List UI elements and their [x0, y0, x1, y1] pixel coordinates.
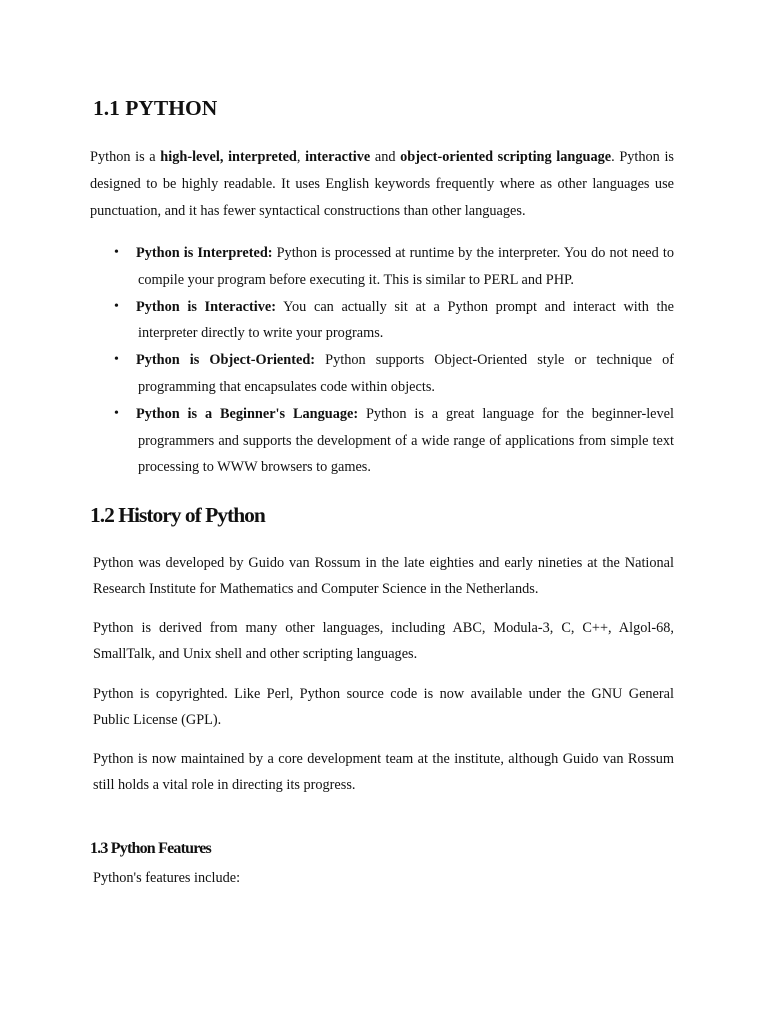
intro-text-3: and — [370, 149, 401, 165]
intro-text-1: Python is a — [90, 149, 161, 165]
intro-text-4: . Python is designed to be highly readable. It uses English keywords frequently where as other languages use punctuation, and it has fewer syntactical constructions than other languages. — [90, 149, 674, 219]
list-item-text: Python is a great language for the beginner-level programmers and supports the development of a wide range of applications from simple text processing to WWW browsers to games. — [138, 405, 674, 476]
section-heading-features: 1.3 Python Features — [90, 840, 211, 857]
intro-bold-3: object-oriented scripting language — [400, 149, 612, 165]
list-item-label: Python is a Beginner's Language: — [136, 405, 359, 422]
list-item-text: Python supports Object-Oriented style or technique of programming that encapsulates code within objects. — [138, 352, 674, 395]
python-intro-paragraph — [90, 144, 674, 225]
intro-bold-2: interactive — [305, 149, 371, 165]
python-characteristics-list — [112, 240, 674, 481]
history-paragraph-4: Python is now maintained by a core development team at the institute, although Guido van Rossum still holds a vital role in directing its progress. — [93, 751, 674, 793]
features-intro-text: Python's features include: — [93, 870, 241, 886]
history-paragraph-3: Python is copyrighted. Like Perl, Python source code is now available under the GNU General Public License (GPL). — [93, 686, 674, 728]
bullet-icon: • — [114, 405, 119, 421]
bullet-icon: • — [114, 298, 119, 314]
list-item — [112, 294, 674, 348]
list-item-text: Python is processed at runtime by the interpreter. You do not need to compile your program before executing it. This is similar to PERL and PHP. — [138, 245, 674, 288]
history-paragraph-2: Python is derived from many other languages, including ABC, Modula-3, C, C++, Algol-68, SmallTalk, and Unix shell and other scripting languages. — [93, 620, 674, 662]
section-heading-python: 1.1 PYTHON — [93, 96, 218, 120]
list-item — [112, 347, 674, 401]
list-item-label: Python is Object-Oriented: — [136, 352, 316, 369]
bullet-icon: • — [114, 245, 119, 260]
intro-text-2: , — [296, 149, 306, 165]
list-item-label: Python is Interactive: — [136, 298, 276, 315]
bullet-icon: • — [114, 352, 119, 368]
list-item — [112, 240, 674, 294]
history-paragraph-1: Python was developed by Guido van Rossum in the late eighties and early nineties at the National Research Institute for Mathematics and Computer Science in the Netherlands. — [93, 555, 674, 597]
list-item — [112, 401, 674, 481]
list-item-text: You can actually sit at a Python prompt and interact with the interpreter directly to write your programs. — [138, 298, 674, 342]
list-item-label: Python is Interpreted: — [136, 245, 273, 261]
intro-bold-1: high-level, interpreted — [160, 149, 297, 165]
section-heading-history: 1.2 History of Python — [90, 503, 265, 527]
